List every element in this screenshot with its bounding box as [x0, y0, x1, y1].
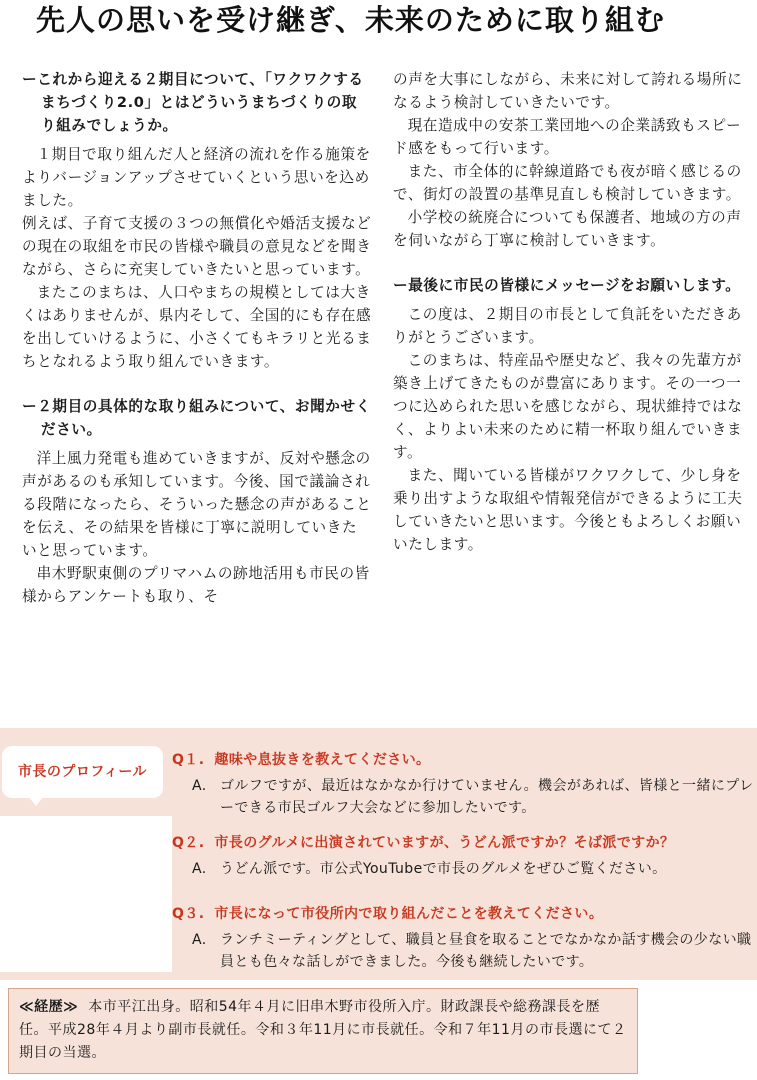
career-box: [8, 988, 638, 1074]
answer-paragraph: 例えば、子育て支援の３つの無償化や婚活支援などの現在の取組を市民の皆様や職員の意見などを聞きながら、さらに充実していきたいと思っています。: [22, 215, 372, 278]
profile-qa-3: [172, 903, 757, 973]
answer-text: ゴルフですが、最近はなかなか行けていません。機会があれば、皆様と一緒にプレーできる市民ゴルフ大会などに参加したいです。: [220, 778, 754, 816]
question-number: Q２.: [172, 835, 205, 851]
answer-paragraph: 現在造成中の安茶工業団地への企業誘致もスピード感をもって行います。: [393, 117, 742, 157]
profile-answer: [172, 929, 757, 973]
profile-qa-2: [172, 832, 757, 880]
answer-paragraph: このまちは、特産品や歴史など、我々の先輩方が築き上げてきたものが豊富にあります。その一つ一つに込められた思いを感じながら、現状維持ではなく、よりよい未来のために精一杯取り組んでいきます。: [393, 352, 743, 461]
career-text: 本市平江出身。昭和54年４月に旧串木野市役所入庁。財政課長や総務課長を歴任。平成28年４月より副市長就任。令和３年11月に市長就任。令和７年11月の市長選にて２期目の当選。: [19, 999, 627, 1061]
right-column: [393, 68, 745, 556]
question-dash: ー: [22, 71, 38, 88]
question-text: これから迎える２期目について、「ワクワクするまちづくり2.0」とはどういうまちづくりの取り組みでしょうか。: [37, 71, 364, 134]
profile-question: [172, 832, 757, 854]
profile-label-bubble: 市長のプロフィール: [2, 746, 163, 798]
question-number: Q１.: [172, 752, 205, 768]
answer-label: A.: [192, 778, 207, 794]
question-dash: ー: [393, 277, 409, 294]
question-text: 最後に市民の皆様にメッセージをお願いします。: [408, 277, 741, 294]
profile-answer: [172, 775, 757, 819]
answer-paragraph: １期目で取り組んだ人と経済の流れを作る施策をよりバージョンアップさせていくという思いを込めました。: [22, 146, 371, 209]
question-number: Q３.: [172, 906, 205, 922]
answer-paragraph: 串木野駅東側のプリマハムの跡地活用も市民の皆様からアンケートも取り、そ: [22, 565, 370, 605]
answer-paragraph: また、聞いている皆様がワクワクして、少し身を乗り出すような取組や情報発信ができるように工夫していきたいと思います。今後ともよろしくお願いいたします。: [393, 467, 743, 553]
answer-paragraph: 洋上風力発電も進めていきますが、反対や懸念の声があるのも承知しています。今後、国で議論される段階になったら、そういった懸念の声があることを伝え、その結果を皆様に丁寧に説明していきたいと思っています。: [22, 450, 372, 559]
answer-paragraph: の声を大事にしながら、未来に対して誇れる場所になるよう検討していきたいです。: [393, 71, 743, 111]
answer-paragraph: この度は、２期目の市長として負託をいただきありがとうございます。: [393, 306, 742, 346]
answer-text: うどん派です。市公式YouTubeで市長のグルメをぜひご覧ください。: [220, 861, 667, 877]
answer-text: ランチミーティングとして、職員と昼食を取ることでなかなか話す機会の少ない職員とも色々な話しができました。今後も継続したいです。: [220, 932, 752, 970]
question-text: 市長になって市役所内で取り組んだことを教えてください。: [214, 906, 604, 922]
question-dash: ー: [22, 398, 38, 415]
answer-label: A.: [192, 861, 207, 877]
answer-paragraph: またこのまちは、人口やまちの規模としては大きくはありませんが、県内そして、全国的にも存在感を出していけるように、小さくてもキラリと光るまちとなれるよう取り組んでいきます。: [22, 284, 372, 370]
profile-question: [172, 749, 757, 771]
answer-label: A.: [192, 932, 207, 948]
interview-question-2: [22, 395, 372, 441]
interview-question-1: [22, 68, 372, 137]
article-title: 先人の思いを受け継ぎ、未来のために取り組む: [36, 3, 665, 37]
question-text: 趣味や息抜きを教えてください。: [214, 752, 431, 768]
bubble-tail: [28, 796, 44, 806]
profile-qa-1: [172, 749, 757, 819]
left-column: [22, 68, 372, 608]
profile-question: [172, 903, 757, 925]
answer-paragraph: また、市全体的に幹線道路でも夜が暗く感じるので、街灯の設置の基準見直しも検討していきます。: [393, 163, 742, 203]
question-text: ２期目の具体的な取り組みについて、お聞かせください。: [37, 398, 371, 438]
answer-paragraph: 小学校の統廃合についても保護者、地域の方の声を伺いながら丁寧に検討していきます。: [393, 209, 742, 249]
question-text: 市長のグルメに出演されていますが、うどん派ですか？そば派ですか？: [214, 835, 675, 851]
interview-question-3: [393, 274, 745, 297]
profile-photo-area: [0, 816, 172, 972]
profile-answer: [172, 858, 757, 880]
career-label: ≪経歴≫: [19, 999, 79, 1015]
